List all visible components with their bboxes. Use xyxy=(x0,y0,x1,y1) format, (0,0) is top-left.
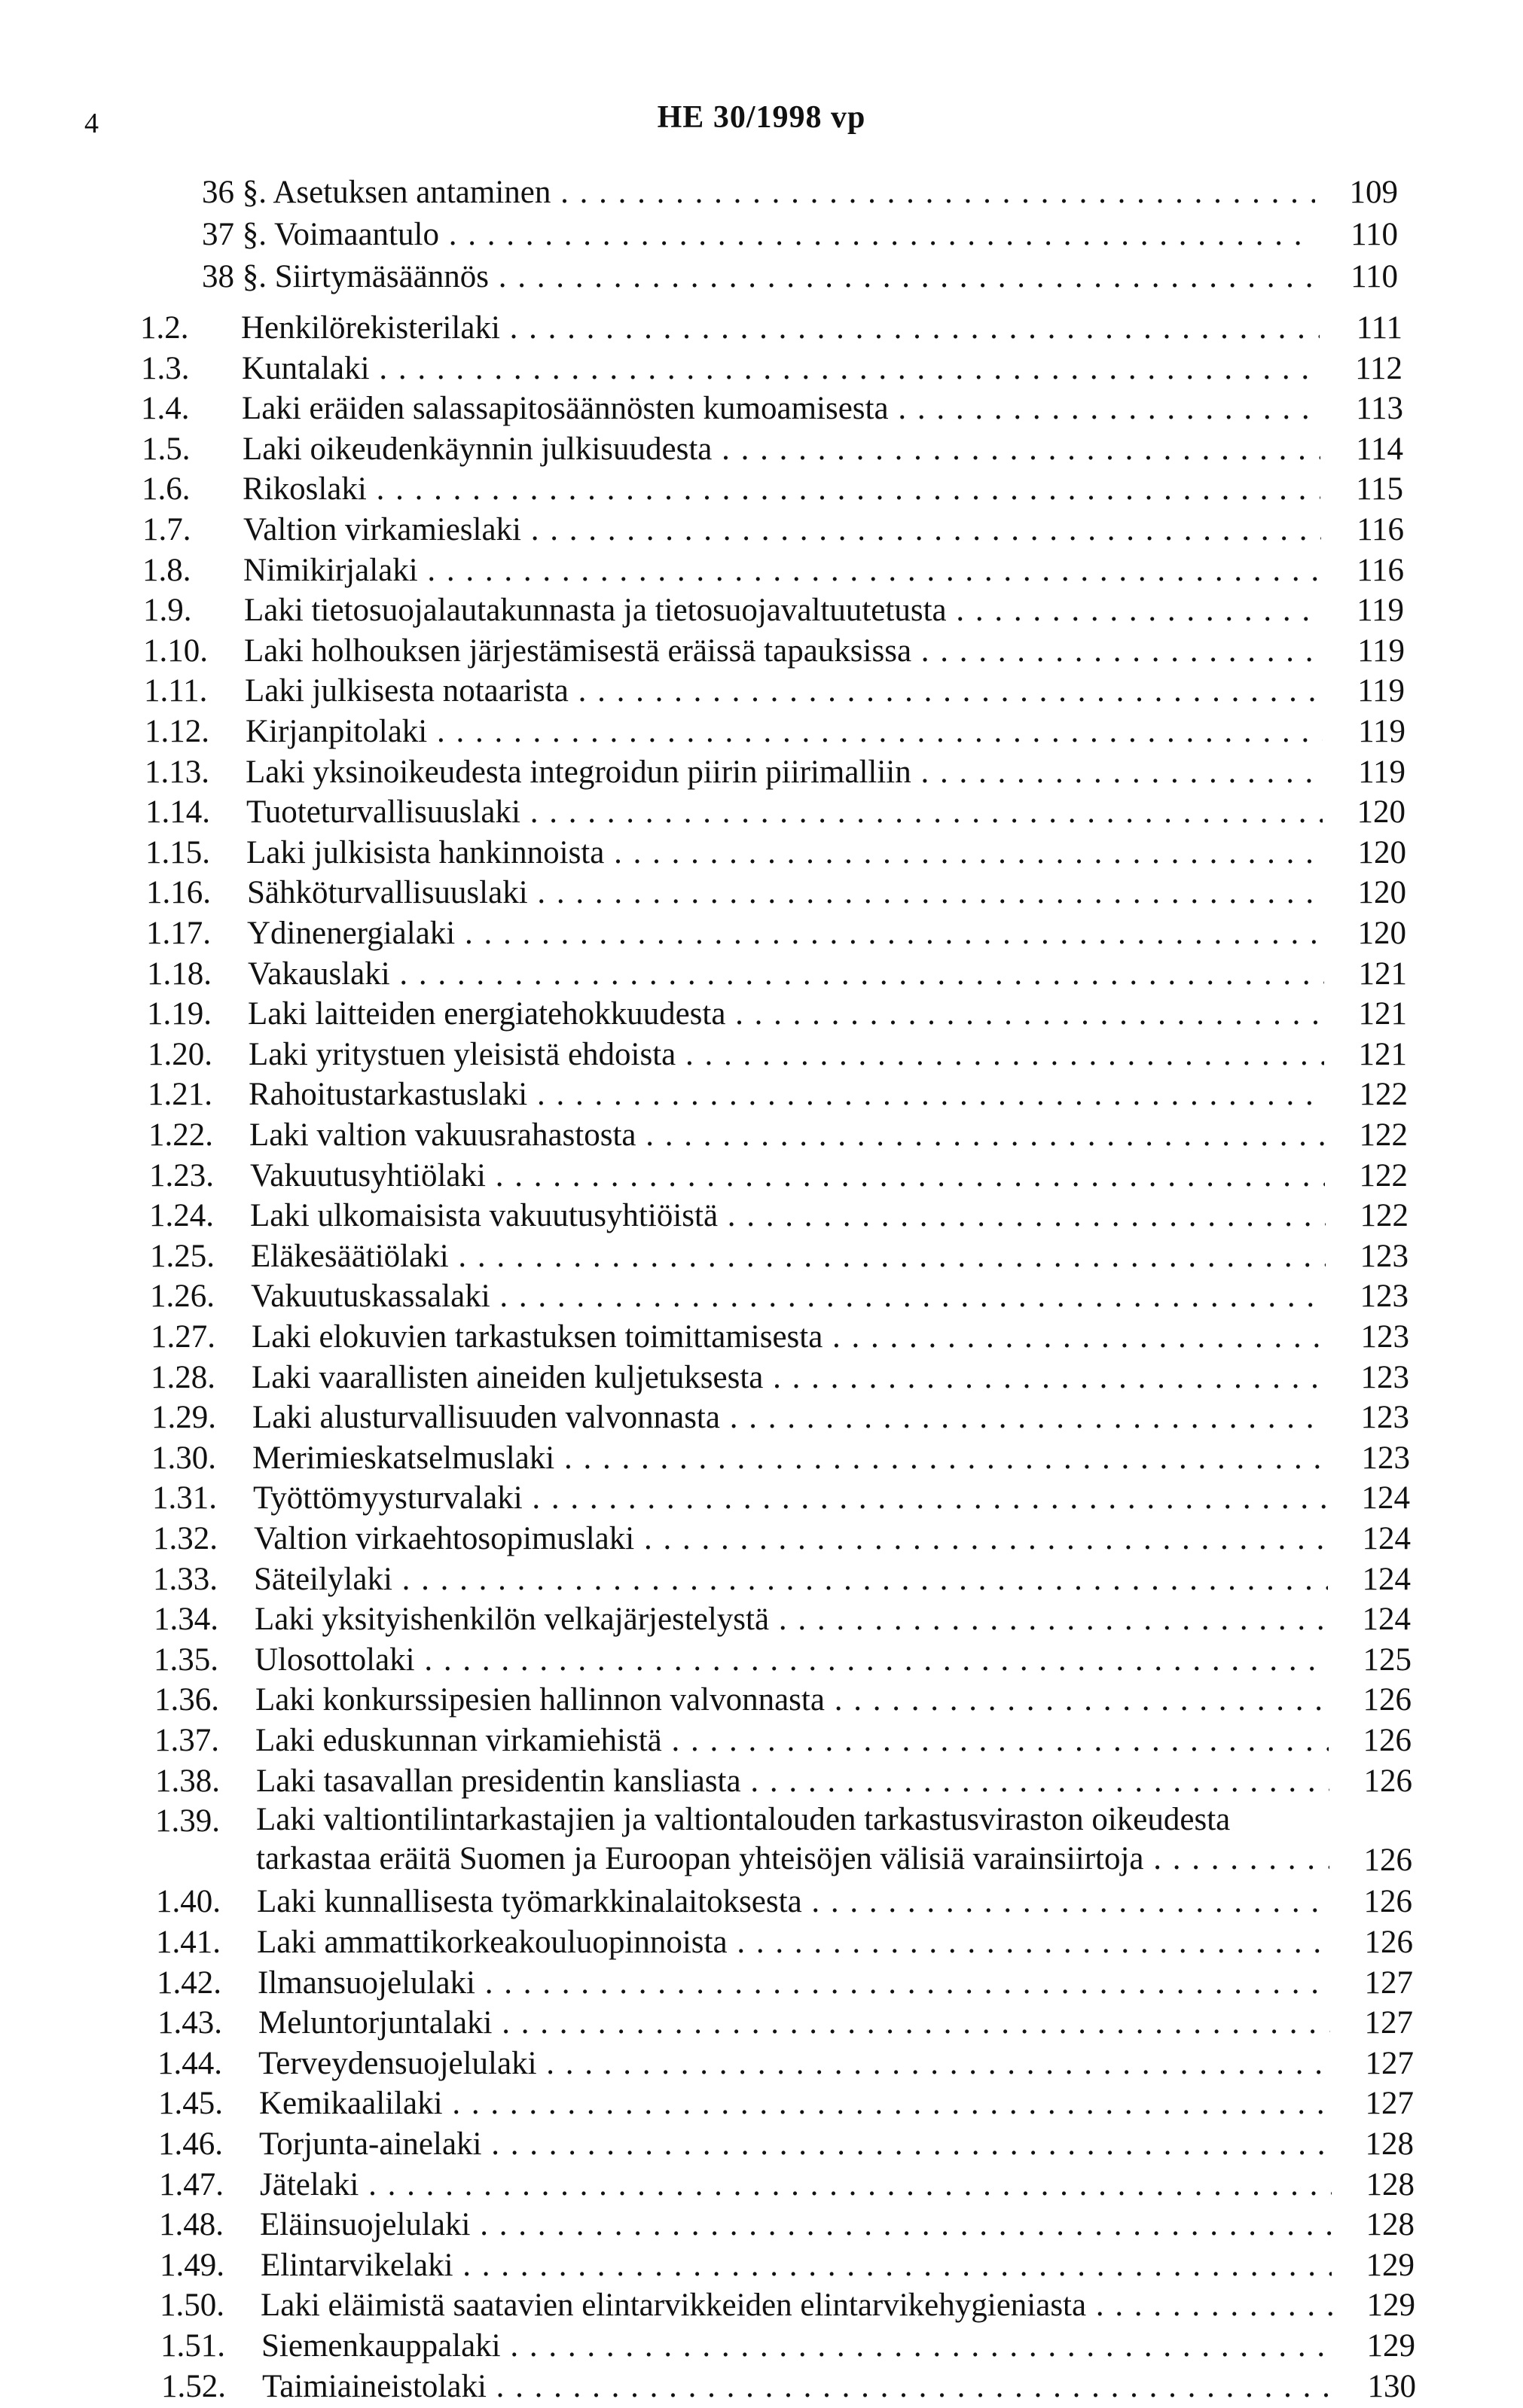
toc-entry xyxy=(151,1316,1409,1358)
toc-entry-number: 1.5. xyxy=(142,431,191,467)
toc-entry-number: 1.31. xyxy=(152,1480,217,1516)
toc-entry-number: 1.37. xyxy=(154,1723,219,1758)
toc-entry-page: 126 xyxy=(1363,1723,1412,1758)
toc-entry-page: 116 xyxy=(1357,512,1404,547)
toc-entry-title: Jätelaki . . . xyxy=(260,2164,1332,2206)
toc-entry xyxy=(202,256,1398,298)
toc-entry xyxy=(155,1760,1412,1803)
toc-entry-page: 130 xyxy=(1367,2369,1416,2404)
toc-entry-number: 1.30. xyxy=(151,1440,216,1476)
toc-entry-page: 119 xyxy=(1357,633,1405,669)
toc-entry-title: Laki kunnallisesta työmarkkinalaitoksesta . . . xyxy=(257,1881,1329,1923)
toc-entry xyxy=(154,1639,1412,1681)
toc-entry-title: 36 §. Asetuksen antaminen . . . xyxy=(202,172,1315,214)
toc-entry xyxy=(147,993,1407,1035)
toc-entry-title: Laki eduskunnan virkamiehistä . . . xyxy=(255,1720,1329,1762)
toc-entry xyxy=(155,1800,1412,1885)
toc-entry-number: 1.36. xyxy=(154,1682,219,1718)
toc-entry-number: 1.46. xyxy=(158,2126,223,2162)
toc-entry-page: 109 xyxy=(1349,175,1398,210)
toc-entry-page: 125 xyxy=(1363,1642,1412,1678)
toc-entry xyxy=(153,1518,1411,1560)
toc-entry-page: 120 xyxy=(1357,916,1406,951)
toc-entry-number: 1.20. xyxy=(148,1037,212,1072)
toc-entry-title: Laki yksinoikeudesta integroidun piirin piirimalliin . . . xyxy=(246,751,1323,794)
toc-entry-page: 123 xyxy=(1360,1400,1409,1435)
toc-entry-title: Laki vaarallisten aineiden kuljetuksesta . . . xyxy=(252,1357,1326,1399)
toc-entry xyxy=(154,1720,1412,1762)
toc-entry xyxy=(148,1114,1408,1157)
toc-entry-number: 1.6. xyxy=(142,471,191,507)
toc-entry xyxy=(141,388,1403,430)
toc-entry xyxy=(157,2002,1413,2044)
toc-entry xyxy=(150,1276,1409,1318)
toc-entry-number: 1.21. xyxy=(148,1077,212,1112)
toc-entry-title: Laki tietosuojalautakunnasta ja tietosuojavaltuutetusta . . . xyxy=(244,590,1321,632)
toc-entry-title: Laki tasavallan presidentin kansliasta . . . xyxy=(256,1760,1329,1803)
toc-entry-number: 1.15. xyxy=(145,835,210,870)
toc-entry-title: Eläinsuojelulaki . . . xyxy=(260,2204,1332,2246)
toc-entry-page: 126 xyxy=(1363,1884,1412,1919)
toc-entry-title: Elintarvikelaki . . . xyxy=(261,2245,1332,2287)
toc-entry-page: 124 xyxy=(1362,1521,1411,1556)
toc-entry-title-line1: Laki valtiontilintarkastajien ja valtiontalouden tarkastusviraston oikeudesta xyxy=(256,1802,1231,1837)
toc-entry-number: 1.32. xyxy=(153,1521,218,1556)
toc-entry-page: 123 xyxy=(1361,1440,1410,1476)
toc-entry-page: 122 xyxy=(1359,1117,1408,1153)
toc-entry-page: 128 xyxy=(1365,2126,1414,2162)
toc-entry-title: Laki konkurssipesien hallinnon valvonnasta . . . xyxy=(255,1679,1329,1721)
toc-entry-title: Rahoitustarkastuslaki . . . xyxy=(249,1074,1325,1116)
toc-entry-title: Laki ammattikorkeakouluopinnoista . . . xyxy=(257,1922,1330,1964)
toc-entry-title: Sähköturvallisuuslaki . . . xyxy=(247,872,1323,914)
toc-entry xyxy=(142,550,1404,592)
toc-entry-number: 1.29. xyxy=(151,1400,216,1435)
toc-entry xyxy=(151,1357,1409,1399)
toc-entry-page: 129 xyxy=(1366,2248,1415,2283)
toc-entry xyxy=(160,2245,1415,2287)
toc-entry xyxy=(142,468,1403,511)
running-header-title: HE 30/1998 vp xyxy=(657,100,866,135)
toc-entry-title: Vakuutuskassalaki . . . xyxy=(251,1276,1326,1318)
toc-entry xyxy=(153,1559,1411,1601)
toc-entry-page: 126 xyxy=(1364,1925,1413,1960)
toc-entry-number: 1.24. xyxy=(149,1198,214,1233)
toc-entry xyxy=(151,1437,1410,1480)
toc-entry-number: 1.13. xyxy=(145,754,209,790)
toc-entry-title: Tuoteturvallisuuslaki . . . xyxy=(246,791,1323,834)
toc-entry xyxy=(140,307,1402,349)
toc-entry xyxy=(142,428,1403,471)
toc-entry-page: 112 xyxy=(1355,351,1402,386)
toc-entry-page: 113 xyxy=(1356,391,1403,426)
toc-entry-number: 1.39. xyxy=(155,1803,220,1839)
toc-entry-title: Siemenkauppalaki . . . xyxy=(261,2325,1332,2367)
toc-entry-number: 1.22. xyxy=(148,1117,213,1153)
toc-entry-number: 1.16. xyxy=(146,875,211,910)
toc-entry-title: Torjunta-ainelaki . . . xyxy=(259,2123,1331,2166)
toc-entry xyxy=(159,2204,1415,2246)
page-number: 4 xyxy=(84,108,99,139)
toc-entry-number: 1.33. xyxy=(153,1562,218,1597)
toc-entry-title: Vakuutusyhtiölaki . . . xyxy=(250,1155,1325,1197)
toc-entry-number: 1.38. xyxy=(155,1763,220,1799)
toc-entry-number: 1.27. xyxy=(151,1319,215,1355)
toc-entry-page: 128 xyxy=(1366,2167,1415,2202)
toc-entry-title: Vakauslaki . . . xyxy=(248,953,1324,995)
toc-entry xyxy=(160,2285,1415,2327)
toc-entry-page: 129 xyxy=(1366,2288,1415,2323)
toc-entry-title: Säteilylaki . . . xyxy=(254,1559,1328,1601)
toc-entry-page: 121 xyxy=(1358,956,1407,992)
toc-entry-number: 1.2. xyxy=(140,310,189,346)
toc-entry xyxy=(202,214,1398,256)
toc-entry-page: 120 xyxy=(1357,875,1406,910)
toc-entry-title: Taimiaineistolaki . . . xyxy=(262,2366,1333,2408)
toc-entry-number: 1.42. xyxy=(157,1965,221,2001)
toc-entry-title: Laki julkisesta notaarista . . . xyxy=(245,670,1322,712)
toc-entry-page: 129 xyxy=(1366,2328,1415,2364)
toc-entry-title: Laki holhouksen järjestämisestä eräissä tapauksissa . . . xyxy=(244,630,1322,672)
toc-entry-title: Henkilörekisterilaki . . . xyxy=(241,307,1320,349)
toc-entry-page: 116 xyxy=(1357,553,1404,588)
toc-entry-number: 1.49. xyxy=(160,2248,224,2283)
toc-entry-title: Meluntorjuntalaki . . . xyxy=(258,2002,1330,2044)
toc-entry-number: 1.25. xyxy=(150,1239,215,1274)
toc-entry-page: 127 xyxy=(1365,2086,1414,2121)
toc-entry xyxy=(147,953,1407,995)
toc-entry-number: 1.47. xyxy=(159,2167,224,2202)
toc-entry-page: 127 xyxy=(1364,1965,1413,2001)
toc-entry-number: 1.17. xyxy=(146,916,211,951)
toc-entry-number: 1.10. xyxy=(143,633,208,669)
toc-entry-number: 1.19. xyxy=(147,996,212,1032)
toc-entry-page: 110 xyxy=(1351,259,1398,294)
toc-entry-number: 1.51. xyxy=(160,2328,225,2364)
toc-entry xyxy=(154,1679,1412,1721)
toc-entry-number: 1.35. xyxy=(154,1642,218,1678)
toc-entry-title: Laki elokuvien tarkastuksen toimittamisesta . . . xyxy=(252,1316,1326,1358)
toc-entry xyxy=(151,1397,1409,1439)
toc-entry-title: Laki valtion vakuusrahastosta . . . xyxy=(249,1114,1325,1157)
toc-entry xyxy=(146,872,1406,914)
toc-entry-number: 1.26. xyxy=(150,1279,215,1314)
toc-entry-page: 122 xyxy=(1359,1158,1408,1193)
toc-entry-number: 1.4. xyxy=(141,391,190,426)
toc-entry xyxy=(143,630,1405,672)
toc-entry-page: 121 xyxy=(1358,1037,1407,1072)
toc-entry-page: 122 xyxy=(1360,1198,1409,1233)
toc-entry-page: 121 xyxy=(1358,996,1407,1032)
toc-entry-number: 1.7. xyxy=(142,512,191,547)
toc-entry-number: 1.3. xyxy=(141,351,190,386)
toc-entry-page: 119 xyxy=(1358,714,1405,749)
toc-entry xyxy=(142,509,1404,551)
toc-entry-page: 126 xyxy=(1363,1682,1412,1718)
toc-entry-number: 1.14. xyxy=(145,794,210,830)
toc-entry xyxy=(158,2083,1414,2125)
toc-entry-number: 1.8. xyxy=(142,553,191,588)
toc-entry xyxy=(141,348,1402,390)
toc-entry-number: 1.41. xyxy=(156,1925,221,1960)
toc-entry xyxy=(159,2164,1415,2206)
toc-entry-title: Ulosottolaki . . . xyxy=(255,1639,1329,1681)
toc-entry xyxy=(148,1034,1407,1076)
toc-entry-number: 1.34. xyxy=(154,1602,218,1637)
toc-entry-title: Rikoslaki . . . xyxy=(243,468,1320,511)
toc-entry-page: 124 xyxy=(1361,1480,1410,1516)
toc-entry-page: 111 xyxy=(1356,310,1402,346)
toc-entry-title: Kuntalaki . . . xyxy=(242,348,1320,390)
toc-entry-title: Laki ulkomaisista vakuutusyhtiöistä . . . xyxy=(250,1195,1326,1237)
toc-entry-title xyxy=(256,1800,1329,1879)
toc-entry-page: 127 xyxy=(1365,2046,1414,2081)
toc-entry xyxy=(158,2123,1414,2166)
toc-entry-number: 1.28. xyxy=(151,1360,215,1395)
toc-entry xyxy=(157,1962,1413,2004)
toc-entry-page: 119 xyxy=(1358,754,1405,790)
toc-entry xyxy=(161,2366,1416,2408)
toc-entry xyxy=(143,590,1404,632)
toc-entry-title: Merimieskatselmuslaki . . . xyxy=(252,1437,1327,1480)
toc-entry xyxy=(150,1236,1409,1278)
toc-entry-title: Laki yritystuen yleisistä ehdoista . . . xyxy=(249,1034,1324,1076)
toc-entry xyxy=(160,2325,1415,2367)
toc-entry-title: Laki julkisista hankinnoista . . . xyxy=(246,832,1323,874)
toc-entry xyxy=(146,913,1406,955)
toc-entry-page: 126 xyxy=(1363,1763,1412,1799)
toc-entry-title: Valtion virkamieslaki . . . xyxy=(243,509,1321,551)
toc-entry-page: 120 xyxy=(1357,835,1406,870)
toc-entry-page: 123 xyxy=(1360,1319,1409,1355)
toc-entry-page: 120 xyxy=(1357,794,1405,830)
toc-entry xyxy=(144,670,1405,712)
toc-entry-number: 1.11. xyxy=(144,673,208,709)
toc-entry-title: Ilmansuojelulaki . . . xyxy=(258,1962,1330,2004)
toc-entry-page: 122 xyxy=(1359,1077,1408,1112)
toc-entry-page: 115 xyxy=(1356,471,1403,507)
toc-entry-title: Laki yksityishenkilön velkajärjestelystä . . . xyxy=(255,1599,1328,1641)
toc-entry-title: Nimikirjalaki . . . xyxy=(243,550,1321,592)
toc-entry-page: 127 xyxy=(1364,2005,1413,2041)
toc-entry-number: 1.18. xyxy=(147,956,212,992)
toc-entry xyxy=(145,711,1405,753)
toc-entry-page: 123 xyxy=(1360,1239,1409,1274)
toc-entry xyxy=(154,1599,1411,1641)
toc-entry-number: 1.12. xyxy=(145,714,209,749)
toc-entry-title: 37 §. Voimaantulo . . . xyxy=(202,214,1315,256)
toc-entry-number: 1.45. xyxy=(158,2086,223,2121)
toc-entry xyxy=(152,1477,1410,1519)
toc-entry-title: Valtion virkaehtosopimuslaki . . . xyxy=(254,1518,1328,1560)
toc-entry xyxy=(156,1881,1412,1923)
toc-entry-title: Laki eläimistä saatavien elintarvikkeiden elintarvikehygieniasta . . . xyxy=(261,2285,1332,2327)
toc-entry-title: Laki eräiden salassapitosäännösten kumoamisesta . . . xyxy=(242,388,1320,430)
toc-entry-number: 1.43. xyxy=(157,2005,222,2041)
toc-entry-page: 126 xyxy=(1363,1843,1412,1878)
toc-entry-number: 1.23. xyxy=(149,1158,214,1193)
toc-entry-title: Kemikaalilaki . . . xyxy=(259,2083,1331,2125)
toc-entry-number: 1.50. xyxy=(160,2288,224,2323)
toc-entry-title: Ydinenergialaki . . . xyxy=(247,913,1323,955)
toc-entry xyxy=(149,1155,1408,1197)
toc-entry-number: 1.44. xyxy=(157,2046,222,2081)
toc-entry xyxy=(145,832,1406,874)
toc-entry-title: Kirjanpitolaki . . . xyxy=(246,711,1323,753)
toc-entry-title: Laki oikeudenkäynnin julkisuudesta . . . xyxy=(243,428,1320,471)
toc-entry-page: 114 xyxy=(1356,431,1403,467)
toc-entry-number: 1.48. xyxy=(159,2207,224,2242)
toc-entry-page: 119 xyxy=(1357,673,1405,709)
toc-entry-page: 124 xyxy=(1362,1602,1411,1637)
toc-entry-number: 1.9. xyxy=(143,593,192,628)
toc-entry-number: 1.52. xyxy=(161,2369,226,2404)
toc-entry-title: Terveydensuojelulaki . . . xyxy=(258,2043,1331,2085)
toc-entry-title: Laki alusturvallisuuden valvonnasta . . . xyxy=(252,1397,1326,1439)
toc-entry xyxy=(157,2043,1414,2085)
toc-entry-page: 110 xyxy=(1351,217,1398,252)
toc-entry xyxy=(145,751,1405,794)
toc-entry-title: Työttömyysturvalaki . . . xyxy=(253,1477,1327,1519)
toc-entry xyxy=(149,1195,1409,1237)
toc-entry-title: Laki laitteiden energiatehokkuudesta . . . xyxy=(248,993,1324,1035)
toc-entry-page: 119 xyxy=(1357,593,1404,628)
toc-entry-title: Eläkesäätiölaki . . . xyxy=(251,1236,1326,1278)
toc-entry xyxy=(156,1922,1413,1964)
toc-entry-page: 128 xyxy=(1366,2207,1415,2242)
toc-entry xyxy=(145,791,1405,834)
toc-entry-title-line2: tarkastaa eräitä Suomen ja Euroopan yhteisöjen välisiä varainsiirtoja . . . xyxy=(256,1840,1329,1879)
toc-entry-number: 1.40. xyxy=(156,1884,221,1919)
toc-entry-page: 123 xyxy=(1360,1279,1409,1314)
toc-entry xyxy=(148,1074,1408,1116)
toc-entry-page: 123 xyxy=(1360,1360,1409,1395)
toc-entry-title: 38 §. Siirtymäsäännös . . . xyxy=(202,256,1315,298)
toc-entry xyxy=(202,172,1398,214)
toc-entry-page: 124 xyxy=(1362,1562,1411,1597)
